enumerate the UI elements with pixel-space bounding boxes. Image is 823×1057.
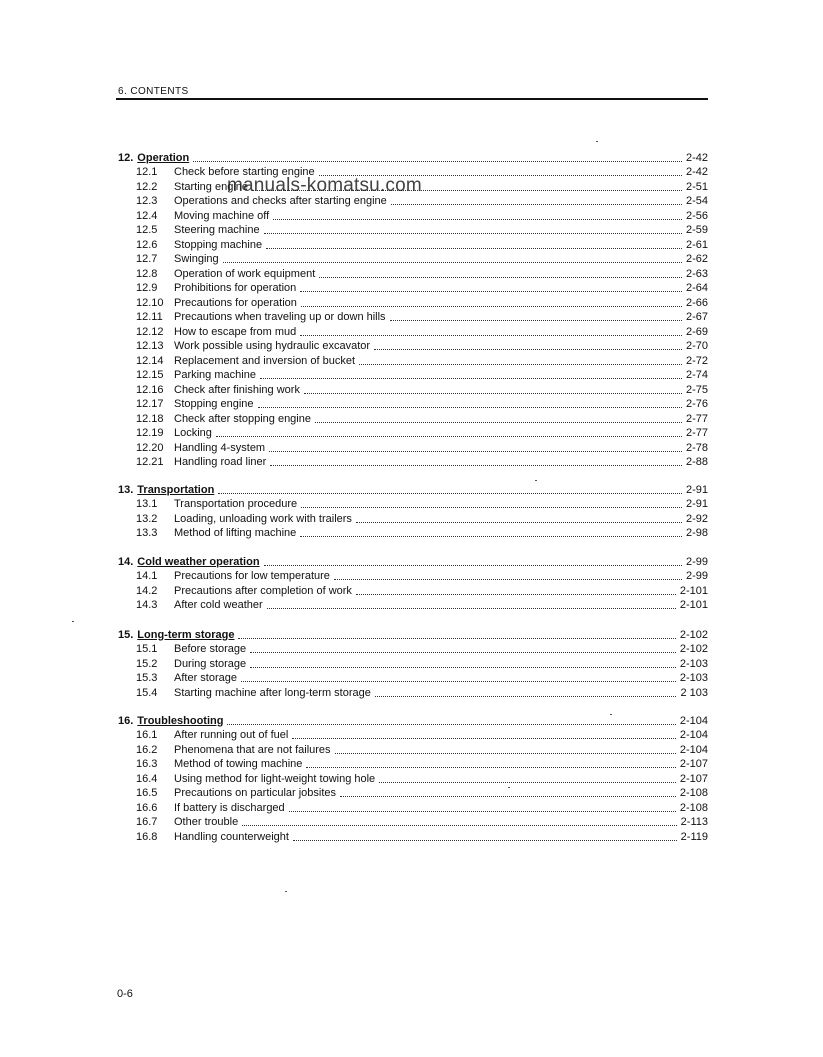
toc-entry-12-6 <box>136 237 708 252</box>
watermark: manuals-komatsu.com <box>227 175 422 196</box>
dot-leader <box>319 277 682 278</box>
toc-title: Operations and checks after starting engine <box>174 195 387 207</box>
toc-title: Handling road liner <box>174 456 267 468</box>
dot-leader <box>269 451 682 452</box>
toc-section-12 <box>118 150 708 165</box>
toc-number: 12.20 <box>136 441 164 454</box>
toc-entry-14-3 <box>136 598 708 613</box>
toc-number: 12.17 <box>136 398 164 410</box>
toc-entry-15-3 <box>136 671 708 686</box>
toc-title: Operation of work equipment <box>174 267 316 280</box>
dot-leader <box>238 638 675 639</box>
toc-title: Starting machine after long-term storage <box>174 686 371 699</box>
toc-title: Steering machine <box>174 224 260 236</box>
toc-page-number: 2-102 <box>679 628 708 641</box>
toc-entry-16-5 <box>136 786 708 801</box>
toc-number: 14.2 <box>136 584 158 597</box>
toc-number: 13. <box>118 483 134 496</box>
toc-entry-12-15 <box>136 368 708 383</box>
toc-section-13 <box>118 482 708 497</box>
toc-page-number: 2-42 <box>685 151 708 164</box>
dot-leader <box>264 565 682 566</box>
toc-title: Other trouble <box>174 816 239 828</box>
toc-title: Precautions after completion of work <box>174 584 352 597</box>
toc-page-number: 2-69 <box>685 325 708 338</box>
dot-leader <box>300 335 682 336</box>
toc-number: 15.4 <box>136 686 158 699</box>
dot-leader <box>340 796 676 797</box>
toc-title: Transportation procedure <box>174 498 298 510</box>
toc-page-number: 2-108 <box>679 787 708 799</box>
toc-title: How to escape from mud <box>174 325 297 338</box>
toc-number: 13.1 <box>136 498 158 510</box>
toc-title: Precautions for operation <box>174 296 297 309</box>
toc-entry-12-5 <box>136 223 708 238</box>
toc-title: Replacement and inversion of bucket <box>174 354 355 367</box>
dot-leader <box>359 364 682 365</box>
toc-number: 16.1 <box>136 729 158 741</box>
scan-speck <box>285 891 287 892</box>
toc-page-number: 2-101 <box>679 599 708 611</box>
toc-page-number: 2-51 <box>685 180 708 193</box>
dot-leader <box>301 507 682 508</box>
toc-page-number: 2-119 <box>680 830 708 843</box>
toc-entry-13-2 <box>136 511 708 526</box>
toc-number: 12.16 <box>136 383 164 396</box>
toc-title: Parking machine <box>174 369 256 381</box>
toc-number: 14.3 <box>136 599 158 611</box>
toc-title: Moving machine off <box>174 209 270 222</box>
toc-page-number: 2-102 <box>679 643 708 655</box>
toc-page-number: 2-91 <box>685 498 708 510</box>
dot-leader <box>270 465 682 466</box>
toc-page-number: 2-98 <box>685 527 708 539</box>
toc-page-number: 2-91 <box>685 483 708 496</box>
toc-page-number: 2-99 <box>685 555 708 568</box>
toc-page-number: 2-61 <box>685 238 708 251</box>
toc-number: 16.7 <box>136 816 158 828</box>
toc-title: After cold weather <box>174 599 263 611</box>
toc-entry-12-11 <box>136 310 708 325</box>
toc-page-number: 2-104 <box>679 743 708 756</box>
toc-page-number: 2-67 <box>685 311 708 323</box>
toc-section-16 <box>118 713 708 728</box>
toc-entry-12-4 <box>136 208 708 223</box>
dot-leader <box>241 681 676 682</box>
toc-number: 12.6 <box>136 238 158 251</box>
toc-entry-16-8 <box>136 829 708 844</box>
dot-leader <box>379 782 676 783</box>
toc-number: 12. <box>118 151 134 164</box>
toc-number: 13.3 <box>136 527 158 539</box>
toc-entry-12-13 <box>136 339 708 354</box>
dot-leader <box>223 262 682 263</box>
dot-leader <box>250 667 676 668</box>
toc-entry-12-17 <box>136 397 708 412</box>
toc-title: Stopping engine <box>174 398 254 410</box>
toc-number: 12.2 <box>136 180 158 193</box>
toc-page-number: 2-75 <box>685 383 708 396</box>
toc-title: Troubleshooting <box>137 714 224 727</box>
toc-number: 13.2 <box>136 512 158 525</box>
dot-leader <box>193 161 682 162</box>
toc-title: Cold weather operation <box>137 555 260 568</box>
toc-entry-12-16 <box>136 382 708 397</box>
dot-leader <box>258 407 682 408</box>
toc-page-number: 2-76 <box>685 398 708 410</box>
toc-entry-15-1 <box>136 642 708 657</box>
dot-leader <box>375 696 677 697</box>
toc-title: Precautions for low temperature <box>174 570 330 582</box>
dot-leader <box>218 493 682 494</box>
toc-title: Starting engine <box>174 180 248 193</box>
scan-speck <box>535 480 537 481</box>
toc-number: 12.9 <box>136 282 158 294</box>
toc-page-number: 2-113 <box>680 816 708 828</box>
toc-number: 12.3 <box>136 195 158 207</box>
toc-entry-12-8 <box>136 266 708 281</box>
dot-leader <box>335 753 676 754</box>
dot-leader <box>301 306 682 307</box>
toc-title: Swinging <box>174 253 219 265</box>
dot-leader <box>374 349 682 350</box>
toc-number: 16. <box>118 714 134 727</box>
toc-page-number: 2-107 <box>679 758 708 770</box>
toc-entry-14-1 <box>136 569 708 584</box>
toc-title: Method of lifting machine <box>174 527 297 539</box>
toc-title: Handling 4-system <box>174 441 266 454</box>
toc-page-number: 2-78 <box>685 441 708 454</box>
dot-leader <box>260 378 682 379</box>
toc-entry-12-12 <box>136 324 708 339</box>
toc-title: Stopping machine <box>174 238 263 251</box>
toc-page-number: 2 103 <box>680 686 708 699</box>
dot-leader <box>227 724 675 725</box>
toc-title: Check before starting engine <box>174 166 315 178</box>
dot-leader <box>390 320 682 321</box>
scan-speck <box>508 787 510 788</box>
toc-number: 16.5 <box>136 787 158 799</box>
toc-page-number: 2-70 <box>685 340 708 352</box>
toc-title: Precautions on particular jobsites <box>174 787 337 799</box>
toc-number: 16.4 <box>136 772 158 785</box>
toc-entry-16-7 <box>136 815 708 830</box>
toc-number: 12.13 <box>136 340 164 352</box>
toc-number: 12.19 <box>136 427 164 439</box>
toc-entry-13-3 <box>136 526 708 541</box>
dot-leader <box>266 248 682 249</box>
toc-title: Operation <box>137 151 190 164</box>
toc-entry-16-1 <box>136 728 708 743</box>
dot-leader <box>292 738 676 739</box>
toc-page-number: 2-88 <box>685 456 708 468</box>
dot-leader <box>264 233 682 234</box>
toc-number: 12.5 <box>136 224 158 236</box>
toc-entry-13-1 <box>136 497 708 512</box>
toc-number: 12.11 <box>136 311 163 323</box>
toc-page-number: 2-59 <box>685 224 708 236</box>
toc-page-number: 2-103 <box>679 657 708 670</box>
toc-entry-12-2 <box>136 179 708 194</box>
toc-section-14 <box>118 554 708 569</box>
dot-leader <box>334 579 682 580</box>
toc-number: 12.1 <box>136 166 158 178</box>
toc-entry-12-7 <box>136 252 708 267</box>
toc-number: 14. <box>118 555 134 568</box>
toc-entry-15-2 <box>136 656 708 671</box>
footer-page-number: 0-6 <box>117 988 133 1000</box>
toc-title: Phenomena that are not failures <box>174 743 331 756</box>
toc-number: 14.1 <box>136 570 158 582</box>
toc-number: 12.14 <box>136 354 164 367</box>
toc-title: Prohibitions for operation <box>174 282 297 294</box>
toc-title: Method of towing machine <box>174 758 303 770</box>
toc-entry-12-9 <box>136 281 708 296</box>
toc-number: 12.7 <box>136 253 158 265</box>
toc-entry-16-2 <box>136 742 708 757</box>
toc-number: 12.21 <box>136 456 164 468</box>
toc-title: Before storage <box>174 643 247 655</box>
toc-number: 12.18 <box>136 412 164 425</box>
toc-entry-14-2 <box>136 583 708 598</box>
toc-entry-12-10 <box>136 295 708 310</box>
toc-entry-12-14 <box>136 353 708 368</box>
toc-page-number: 2-77 <box>685 427 708 439</box>
toc-section-15 <box>118 627 708 642</box>
toc-title: Loading, unloading work with trailers <box>174 512 352 525</box>
dot-leader <box>356 522 682 523</box>
toc-title: After running out of fuel <box>174 729 289 741</box>
toc-entry-16-3 <box>136 757 708 772</box>
toc-number: 12.8 <box>136 267 158 280</box>
dot-leader <box>300 536 682 537</box>
toc-page-number: 2-64 <box>685 282 708 294</box>
toc-number: 12.15 <box>136 369 164 381</box>
dot-leader <box>293 840 677 841</box>
toc-entry-12-19 <box>136 426 708 441</box>
toc-page-number: 2-72 <box>685 354 708 367</box>
toc-title: If battery is discharged <box>174 801 285 814</box>
toc-page-number: 2-108 <box>679 801 708 814</box>
scan-speck <box>72 621 74 622</box>
toc-title: Transportation <box>137 483 215 496</box>
toc-page-number: 2-63 <box>685 267 708 280</box>
dot-leader <box>315 422 682 423</box>
toc-number: 15.3 <box>136 672 158 684</box>
toc-page-number: 2-104 <box>679 729 708 741</box>
dot-leader <box>306 767 675 768</box>
dot-leader <box>304 393 682 394</box>
toc-entry-12-1 <box>136 165 708 180</box>
toc-number: 16.2 <box>136 743 158 756</box>
scan-speck <box>596 141 598 142</box>
page-header-title: 6. CONTENTS <box>118 86 189 97</box>
scan-speck <box>610 714 612 715</box>
toc-entry-16-6 <box>136 800 708 815</box>
toc-title: Using method for light-weight towing hole <box>174 772 376 785</box>
toc-title: Locking <box>174 427 212 439</box>
dot-leader <box>356 594 676 595</box>
toc-page-number: 2-104 <box>679 714 708 727</box>
toc-number: 16.3 <box>136 758 158 770</box>
toc-page-number: 2-56 <box>685 209 708 222</box>
dot-leader <box>267 608 676 609</box>
toc-entry-16-4 <box>136 771 708 786</box>
toc-page-number: 2-66 <box>685 296 708 309</box>
toc-title: Check after stopping engine <box>174 412 311 425</box>
dot-leader <box>216 436 682 437</box>
toc-page-number: 2-62 <box>685 253 708 265</box>
toc-page-number: 2-101 <box>679 584 708 597</box>
toc-page-number: 2-74 <box>685 369 708 381</box>
toc-number: 12.4 <box>136 209 158 222</box>
toc-number: 15.1 <box>136 643 158 655</box>
toc-number: 12.10 <box>136 296 164 309</box>
dot-leader <box>391 204 682 205</box>
toc-number: 16.6 <box>136 801 158 814</box>
dot-leader <box>273 219 682 220</box>
dot-leader <box>250 652 676 653</box>
toc-page-number: 2-92 <box>685 512 708 525</box>
toc-number: 12.12 <box>136 325 164 338</box>
toc-page-number: 2-99 <box>685 570 708 582</box>
toc-page-number: 2-103 <box>679 672 708 684</box>
toc-entry-12-3 <box>136 194 708 209</box>
toc-number: 15. <box>118 628 134 641</box>
toc-entry-12-18 <box>136 411 708 426</box>
toc-entry-15-4 <box>136 685 708 700</box>
toc-number: 15.2 <box>136 657 158 670</box>
dot-leader <box>242 825 676 826</box>
dot-leader <box>289 811 676 812</box>
toc-title: Precautions when traveling up or down hills <box>174 311 386 323</box>
toc-page-number: 2-77 <box>685 412 708 425</box>
toc-title: During storage <box>174 657 247 670</box>
toc-title: Handling counterweight <box>174 830 289 843</box>
toc-title: Work possible using hydraulic excavator <box>174 340 371 352</box>
toc-entry-12-21 <box>136 455 708 470</box>
dot-leader <box>300 291 682 292</box>
toc-page-number: 2-42 <box>685 166 708 178</box>
toc-page-number: 2-54 <box>685 195 708 207</box>
toc-number: 16.8 <box>136 830 158 843</box>
toc-title: Check after finishing work <box>174 383 300 396</box>
toc-title: Long-term storage <box>137 628 235 641</box>
toc-title: After storage <box>174 672 237 684</box>
toc-page-number: 2-107 <box>679 772 708 785</box>
toc-entry-12-20 <box>136 440 708 455</box>
